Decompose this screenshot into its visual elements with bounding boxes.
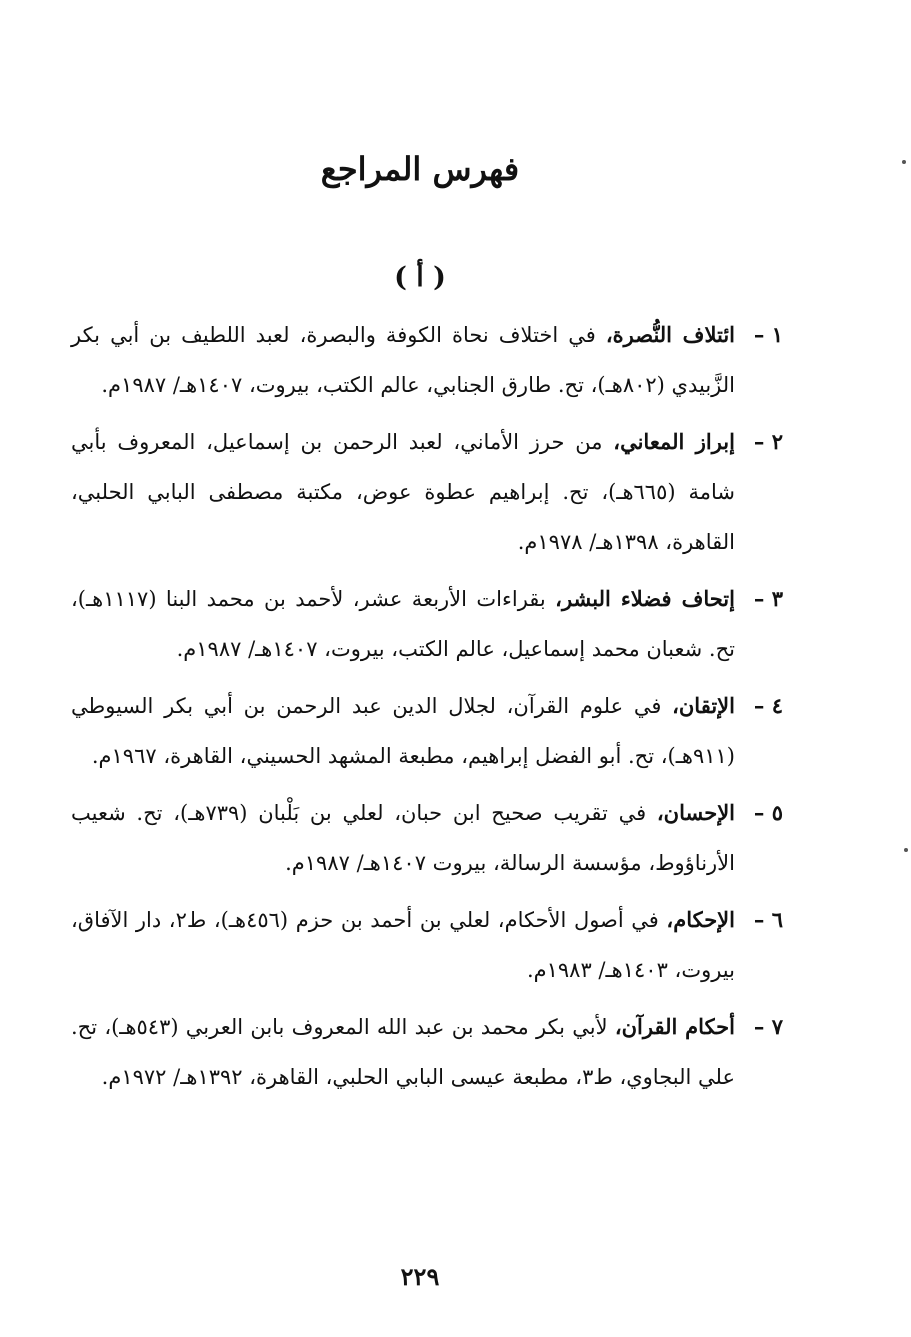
entry-title: الإتقان، bbox=[672, 693, 735, 718]
entry-details: في أصول الأحكام، لعلي بن أحمد بن حزم (٤٥٦هـ)، ط٢، دار الآفاق، بيروت، ١٤٠٣هـ/ ١٩٨٣م. bbox=[71, 908, 735, 982]
reference-entry-3 bbox=[71, 574, 783, 674]
reference-entry-1 bbox=[71, 310, 783, 410]
entry-number: ٢ – bbox=[753, 429, 783, 454]
entry-title: الإحسان، bbox=[656, 800, 735, 825]
references-list bbox=[71, 310, 783, 1109]
section-letter-heading: ( أ ) bbox=[394, 262, 446, 293]
scan-speck bbox=[904, 848, 908, 852]
entry-number: ٧ – bbox=[753, 1014, 783, 1039]
reference-entry-4 bbox=[71, 681, 783, 781]
entry-title: أحكام القرآن، bbox=[614, 1014, 735, 1039]
reference-entry-5 bbox=[71, 788, 783, 888]
entry-number: ٤ – bbox=[753, 693, 783, 718]
entry-title: الإحكام، bbox=[666, 907, 735, 932]
entry-title: إتحاف فضلاء البشر، bbox=[555, 586, 735, 611]
entry-details: في علوم القرآن، لجلال الدين عبد الرحمن بن أبي بكر السيوطي (٩١١هـ)، تح. أبو الفضل إبراهيم، مطبعة المشهد الحسيني، القاهرة، ١٩٦٧م. bbox=[71, 694, 735, 768]
entry-number: ٣ – bbox=[753, 586, 783, 611]
entry-number: ١ – bbox=[753, 322, 783, 347]
entry-details: من حرز الأماني، لعبد الرحمن بن إسماعيل، المعروف بأبي شامة (٦٦٥هـ)، تح. إبراهيم عطوة عوض، مكتبة مصطفى البابي الحلبي، القاهرة، ١٣٩٨هـ/ ١٩٧٨م. bbox=[71, 430, 735, 554]
page-number: ٢٢٩ bbox=[400, 1262, 440, 1291]
reference-entry-6 bbox=[71, 895, 783, 995]
entry-title: ائتلاف النُّصرة، bbox=[605, 322, 735, 347]
entry-number: ٦ – bbox=[753, 907, 783, 932]
entry-details: في اختلاف نحاة الكوفة والبصرة، لعبد اللطيف بن أبي بكر الزَّبيدي (٨٠٢هـ)، تح. طارق الجنابي، عالم الكتب، بيروت، ١٤٠٧هـ/ ١٩٨٧م. bbox=[71, 323, 735, 397]
entry-number: ٥ – bbox=[753, 800, 783, 825]
scan-speck bbox=[902, 160, 906, 164]
reference-entry-2 bbox=[71, 417, 783, 567]
entry-details: في تقريب صحيح ابن حبان، لعلي بن بَلْبان (٧٣٩هـ)، تح. شعيب الأرناؤوط، مؤسسة الرسالة، بيروت ١٤٠٧هـ/ ١٩٨٧م. bbox=[71, 801, 735, 875]
entry-details: بقراءات الأربعة عشر، لأحمد بن محمد البنا (١١١٧هـ)، تح. شعبان محمد إسماعيل، عالم الكتب، بيروت، ١٤٠٧هـ/ ١٩٨٧م. bbox=[71, 587, 735, 661]
reference-entry-7 bbox=[71, 1002, 783, 1102]
page-title: فهرس المراجع bbox=[320, 150, 520, 188]
entry-title: إبراز المعاني، bbox=[613, 429, 735, 454]
entry-details: لأبي بكر محمد بن عبد الله المعروف بابن العربي (٥٤٣هـ)، تح. علي البجاوي، ط٣، مطبعة عيسى البابي الحلبي، القاهرة، ١٣٩٢هـ/ ١٩٧٢م. bbox=[71, 1015, 735, 1089]
